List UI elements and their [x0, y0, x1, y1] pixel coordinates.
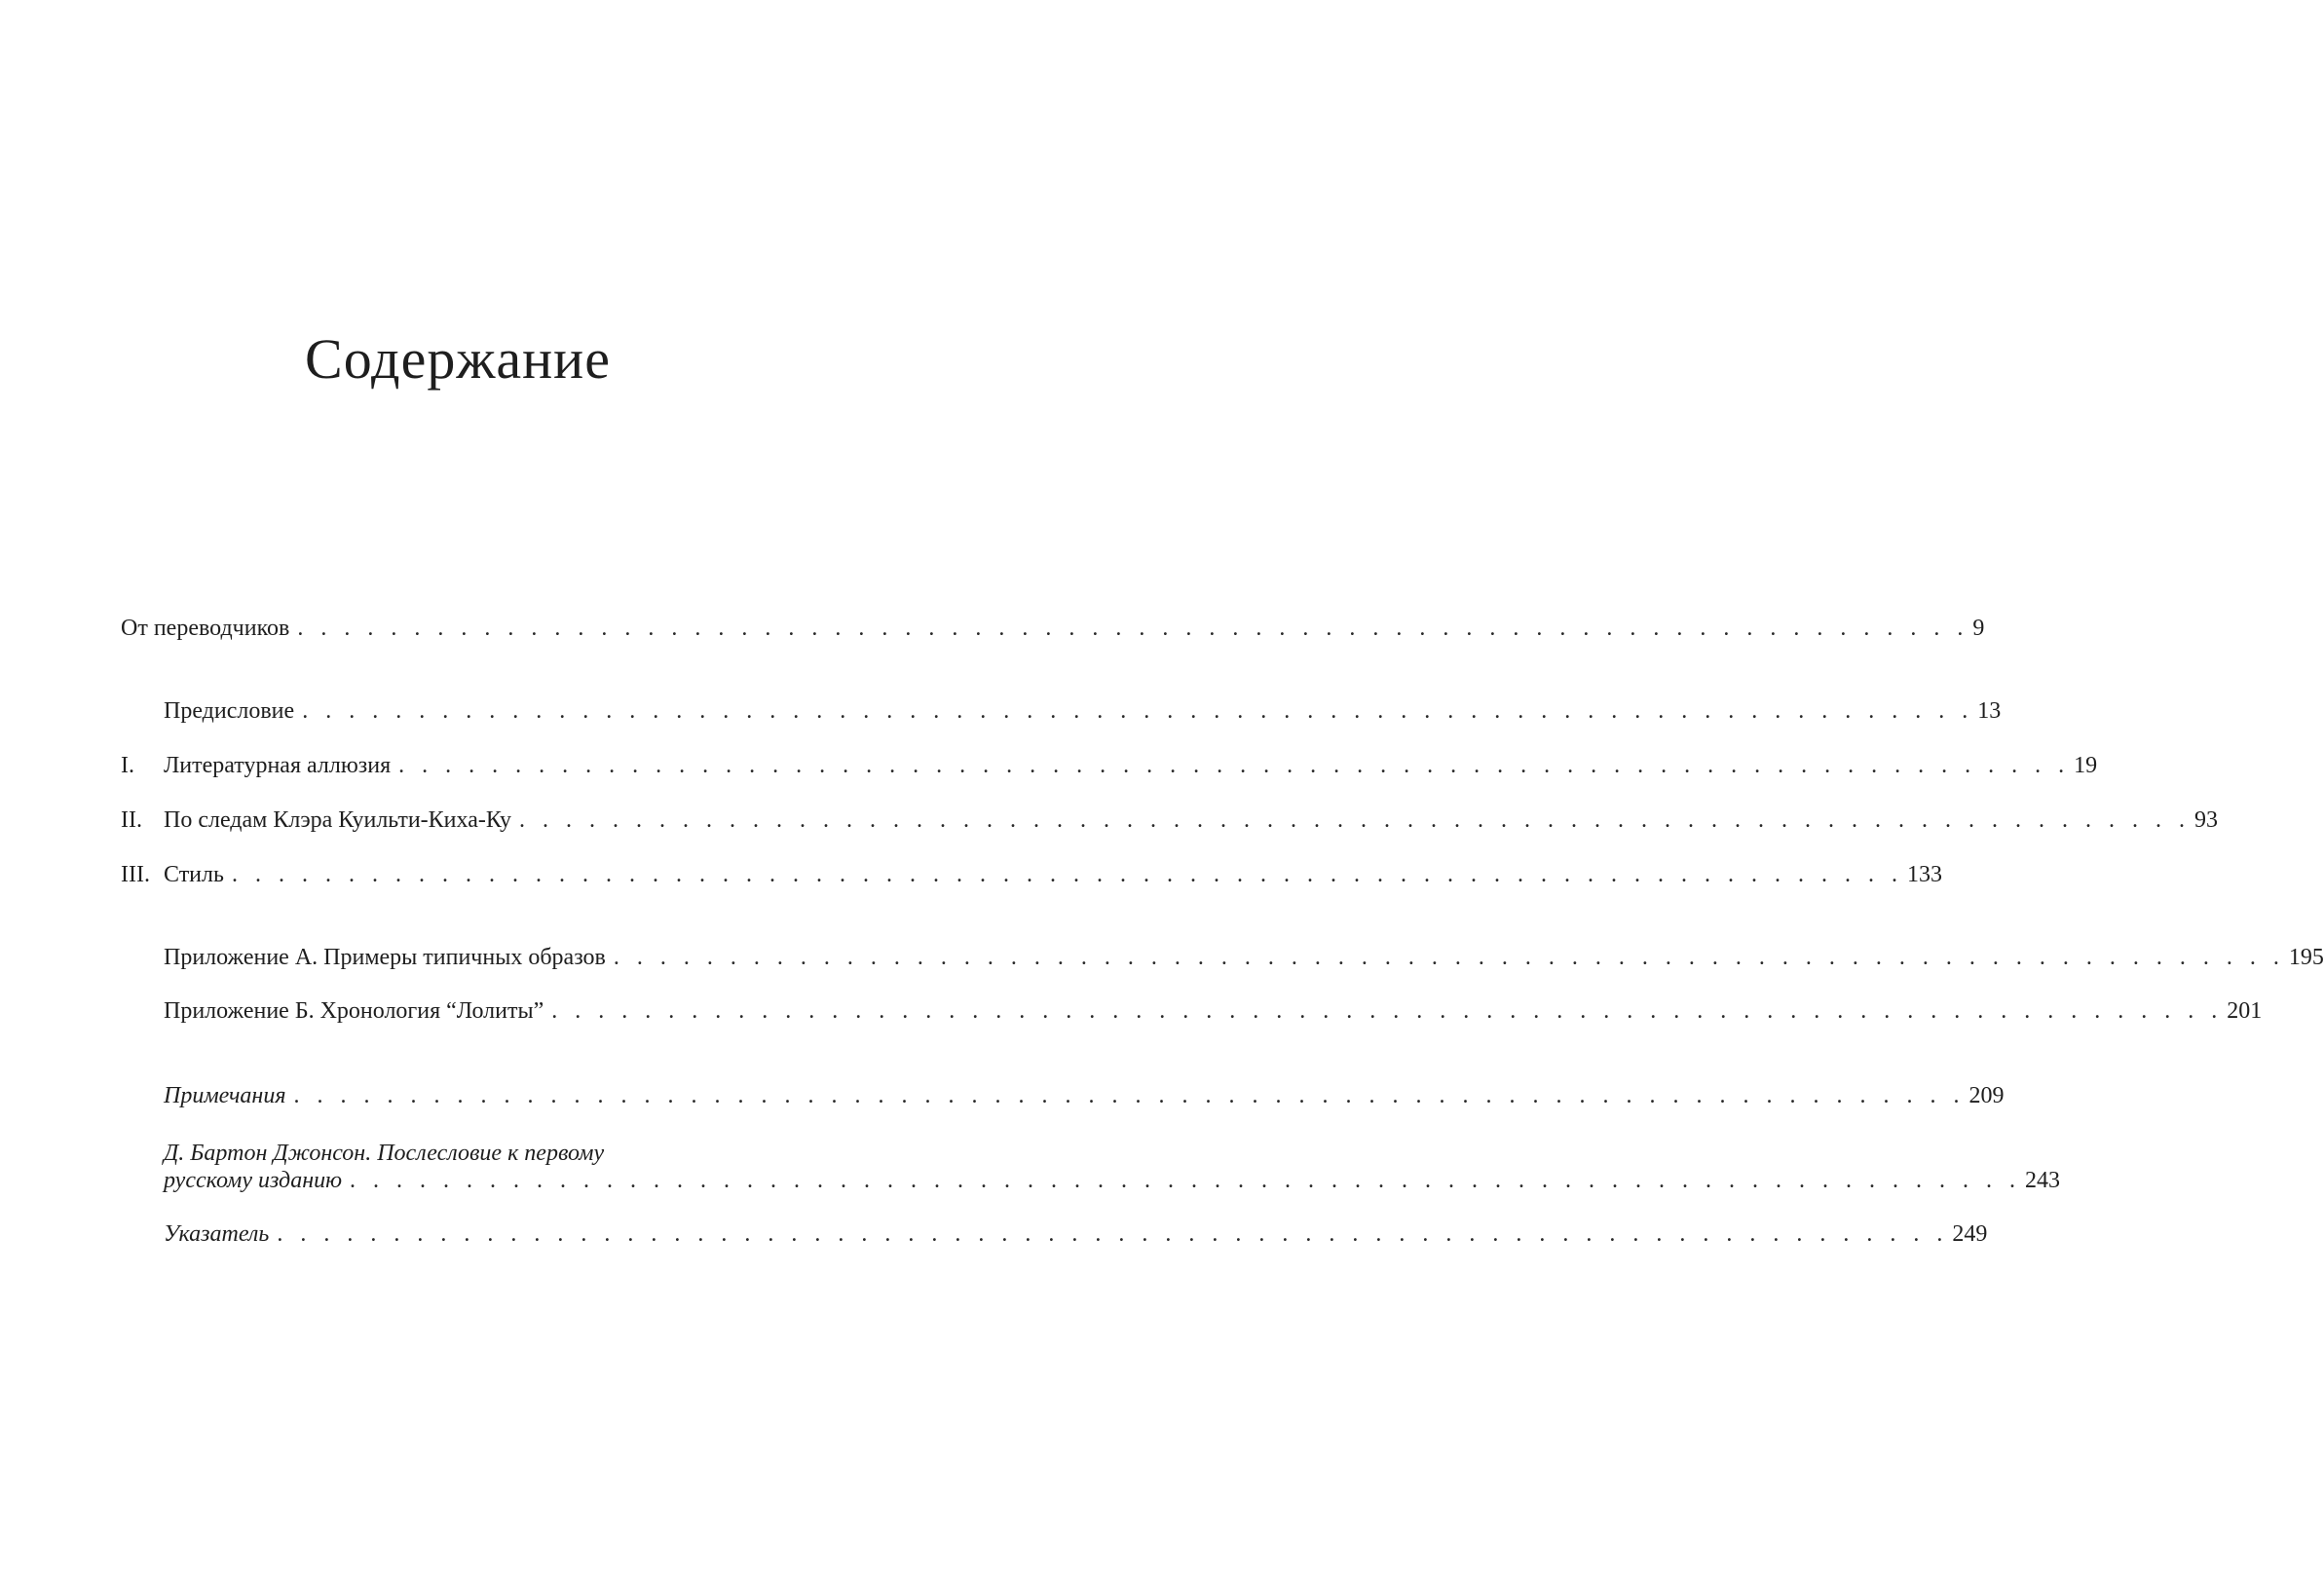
toc-entry-label: Указатель	[164, 1221, 270, 1247]
toc-entry-appendix-b[interactable]	[121, 994, 2263, 1028]
toc-entry-chapter-3[interactable]	[121, 858, 1942, 891]
toc-entry-appendix-a[interactable]	[121, 941, 2324, 974]
toc-entry-label: От переводчиков	[121, 616, 290, 641]
toc-entry-afterword[interactable]	[121, 1141, 2061, 1197]
toc-entry-notes[interactable]	[121, 1079, 2005, 1112]
toc-entry-label: русскому изданию	[164, 1168, 343, 1193]
toc-entry-page: 195	[2288, 945, 2324, 970]
toc-leader-dots: . . . . . . . . . . . . . . . . . . . . . . . . . . . . . . . . . . . . . . . . . . . . . . . . . . . . . . . . . . . . . . . . . . . . . . . .	[519, 807, 2192, 833]
toc-entry-page: 201	[2227, 998, 2263, 1024]
toc-leader-dots: . . . . . . . . . . . . . . . . . . . . . . . . . . . . . . . . . . . . . . . . . . . . . . . . . . . . . . . . . . . . . . . . . . . . . . . .	[277, 1221, 1949, 1247]
toc-entry-index[interactable]	[121, 1218, 1988, 1251]
toc-entry-label-line1: Д. Бартон Джонсон. Послесловие к первому	[164, 1141, 605, 1166]
toc-leader-dots: . . . . . . . . . . . . . . . . . . . . . . . . . . . . . . . . . . . . . . . . . . . . . . . . . . . . . . . . . . . . . . . . . . . . . . . .	[398, 753, 2071, 778]
toc-entry-page: 13	[1977, 698, 2002, 724]
toc-entry-label: По следам Клэра Куильти-Киха-Ку	[164, 807, 512, 833]
toc-entry-preface[interactable]	[121, 694, 2002, 728]
toc-entry-page: 19	[2074, 753, 2098, 778]
toc-entry-label: Приложение Б. Хронология “Лолиты”	[164, 998, 544, 1024]
toc-entry-label: Приложение А. Примеры типичных образов	[164, 945, 606, 970]
toc-entry-chapter-1[interactable]	[121, 749, 2098, 782]
toc-entry-page: 9	[1972, 616, 1985, 641]
toc-leader-dots: . . . . . . . . . . . . . . . . . . . . . . . . . . . . . . . . . . . . . . . . . . . . . . . . . . . . . . . . . . . . . . . . . . . . . . . .	[350, 1168, 2022, 1193]
toc-entry-from-translators[interactable]	[121, 612, 1985, 645]
toc-entry-label: Стиль	[164, 862, 224, 887]
toc-leader-dots: . . . . . . . . . . . . . . . . . . . . . . . . . . . . . . . . . . . . . . . . . . . . . . . . . . . . . . . . . . . . . . . . . . . . . . . .	[293, 1083, 1966, 1108]
toc-entry-number: I.	[121, 753, 134, 778]
toc-entry-chapter-2[interactable]	[121, 804, 2219, 837]
toc-entry-number: II.	[121, 807, 142, 833]
toc-leader-dots: . . . . . . . . . . . . . . . . . . . . . . . . . . . . . . . . . . . . . . . . . . . . . . . . . . . . . . . . . . . . . . . . . . . . . . . .	[613, 945, 2285, 970]
toc-leader-dots: . . . . . . . . . . . . . . . . . . . . . . . . . . . . . . . . . . . . . . . . . . . . . . . . . . . . . . . . . . . . . . . . . . . . . . . .	[297, 616, 1969, 641]
toc-entry-page: 249	[1952, 1221, 1988, 1247]
toc-entry-page: 93	[2194, 807, 2219, 833]
toc-entry-label: Примечания	[164, 1083, 286, 1108]
toc-entry-page: 243	[2025, 1168, 2061, 1193]
page-title: Содержание	[305, 327, 611, 391]
toc-entry-page: 133	[1906, 862, 1942, 887]
toc-entry-label: Предисловие	[164, 698, 295, 724]
toc-entry-number: III.	[121, 862, 150, 887]
toc-entry-label: Литературная аллюзия	[164, 753, 392, 778]
toc-leader-dots: . . . . . . . . . . . . . . . . . . . . . . . . . . . . . . . . . . . . . . . . . . . . . . . . . . . . . . . . . . . . . . . . . . . . . . . .	[302, 698, 1974, 724]
toc-leader-dots: . . . . . . . . . . . . . . . . . . . . . . . . . . . . . . . . . . . . . . . . . . . . . . . . . . . . . . . . . . . . . . . . . . . . . . . .	[231, 862, 1903, 887]
toc-leader-dots: . . . . . . . . . . . . . . . . . . . . . . . . . . . . . . . . . . . . . . . . . . . . . . . . . . . . . . . . . . . . . . . . . . . . . . . .	[551, 998, 2224, 1024]
toc-entry-page: 209	[1968, 1083, 2005, 1108]
